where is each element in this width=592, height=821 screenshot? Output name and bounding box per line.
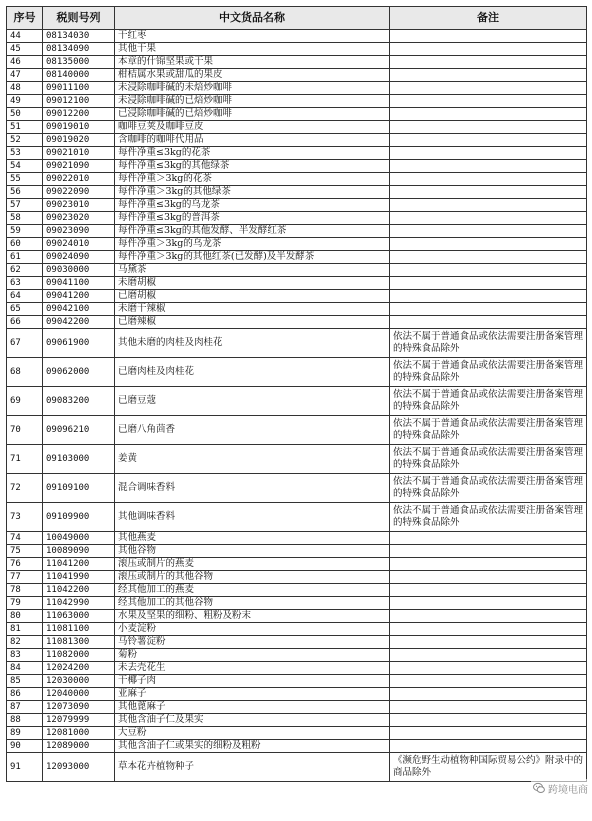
cell-name: 每件净重＞3kg的其他绿茶 xyxy=(115,186,390,199)
cell-name: 马黛茶 xyxy=(115,264,390,277)
table-row xyxy=(7,277,587,290)
cell-name: 每件净重＞3kg的乌龙茶 xyxy=(115,238,390,251)
cell-note: 依法不属于普通食品或依法需要注册备案管理的特殊食品除外 xyxy=(390,474,587,503)
cell-name: 每件净重≤3kg的花茶 xyxy=(115,147,390,160)
cell-no: 91 xyxy=(7,753,43,782)
table-body xyxy=(7,30,587,782)
cell-name: 未浸除咖啡碱的未焙炒咖啡 xyxy=(115,82,390,95)
cell-no: 52 xyxy=(7,134,43,147)
table-row xyxy=(7,649,587,662)
cell-no: 86 xyxy=(7,688,43,701)
cell-note xyxy=(390,532,587,545)
cell-no: 76 xyxy=(7,558,43,571)
cell-note xyxy=(390,212,587,225)
table-row xyxy=(7,134,587,147)
document-page xyxy=(6,6,586,782)
cell-note xyxy=(390,303,587,316)
table-row xyxy=(7,30,587,43)
cell-no: 63 xyxy=(7,277,43,290)
cell-no: 46 xyxy=(7,56,43,69)
cell-no: 80 xyxy=(7,610,43,623)
cell-note xyxy=(390,225,587,238)
header-name: 中文货品名称 xyxy=(115,7,390,30)
cell-name: 其他蓖麻子 xyxy=(115,701,390,714)
cell-code: 09061900 xyxy=(43,329,115,358)
table-row xyxy=(7,173,587,186)
cell-no: 82 xyxy=(7,636,43,649)
cell-code: 09041100 xyxy=(43,277,115,290)
cell-no: 75 xyxy=(7,545,43,558)
cell-code: 11041200 xyxy=(43,558,115,571)
table-row xyxy=(7,43,587,56)
cell-code: 09109900 xyxy=(43,503,115,532)
cell-name: 含咖啡的咖啡代用品 xyxy=(115,134,390,147)
cell-code: 12024200 xyxy=(43,662,115,675)
cell-code: 09042200 xyxy=(43,316,115,329)
cell-name: 已磨豆蔻 xyxy=(115,387,390,416)
table-row xyxy=(7,95,587,108)
table-row xyxy=(7,416,587,445)
cell-note xyxy=(390,701,587,714)
cell-note xyxy=(390,69,587,82)
cell-note xyxy=(390,584,587,597)
cell-no: 66 xyxy=(7,316,43,329)
cell-code: 08140000 xyxy=(43,69,115,82)
table-row xyxy=(7,740,587,753)
cell-name: 已磨胡椒 xyxy=(115,290,390,303)
cell-note xyxy=(390,95,587,108)
cell-no: 74 xyxy=(7,532,43,545)
table-row xyxy=(7,358,587,387)
cell-no: 56 xyxy=(7,186,43,199)
table-row xyxy=(7,147,587,160)
cell-no: 89 xyxy=(7,727,43,740)
cell-note: 依法不属于普通食品或依法需要注册备案管理的特殊食品除外 xyxy=(390,329,587,358)
cell-code: 09023010 xyxy=(43,199,115,212)
header-no: 序号 xyxy=(7,7,43,30)
cell-note xyxy=(390,147,587,160)
cell-code: 12089000 xyxy=(43,740,115,753)
cell-no: 79 xyxy=(7,597,43,610)
cell-code: 12079999 xyxy=(43,714,115,727)
cell-name: 已磨肉桂及肉桂花 xyxy=(115,358,390,387)
table-row xyxy=(7,225,587,238)
cell-name: 每件净重≤3kg的其他发酵、半发酵红茶 xyxy=(115,225,390,238)
cell-code: 12040000 xyxy=(43,688,115,701)
table-row xyxy=(7,121,587,134)
cell-name: 每件净重＞3kg的花茶 xyxy=(115,173,390,186)
cell-note xyxy=(390,134,587,147)
cell-note xyxy=(390,675,587,688)
table-row xyxy=(7,69,587,82)
cell-name: 亚麻子 xyxy=(115,688,390,701)
cell-name: 已磨八角茴香 xyxy=(115,416,390,445)
table-row xyxy=(7,636,587,649)
cell-name: 其他燕麦 xyxy=(115,532,390,545)
cell-code: 09109100 xyxy=(43,474,115,503)
cell-note xyxy=(390,264,587,277)
cell-name: 每件净重≤3kg的普洱茶 xyxy=(115,212,390,225)
cell-no: 58 xyxy=(7,212,43,225)
cell-name: 草本花卉植物种子 xyxy=(115,753,390,782)
table-row xyxy=(7,727,587,740)
table-row xyxy=(7,584,587,597)
table-row xyxy=(7,387,587,416)
cell-code: 11063000 xyxy=(43,610,115,623)
table-row xyxy=(7,532,587,545)
cell-name: 咖啡豆荚及咖啡豆皮 xyxy=(115,121,390,134)
table-row xyxy=(7,251,587,264)
cell-code: 09096210 xyxy=(43,416,115,445)
cell-code: 11042200 xyxy=(43,584,115,597)
cell-note xyxy=(390,662,587,675)
cell-no: 85 xyxy=(7,675,43,688)
table-row xyxy=(7,545,587,558)
cell-name: 经其他加工的燕麦 xyxy=(115,584,390,597)
table-row xyxy=(7,199,587,212)
cell-note: 《濒危野生动植物种国际贸易公约》附录中的商品除外 xyxy=(390,753,587,782)
cell-name: 滚压或制片的其他谷物 xyxy=(115,571,390,584)
cell-code: 09041200 xyxy=(43,290,115,303)
cell-code: 08134090 xyxy=(43,43,115,56)
cell-name: 其他含油子仁及果实 xyxy=(115,714,390,727)
cell-name: 大豆粉 xyxy=(115,727,390,740)
cell-no: 67 xyxy=(7,329,43,358)
cell-no: 64 xyxy=(7,290,43,303)
cell-no: 87 xyxy=(7,701,43,714)
table-row xyxy=(7,303,587,316)
cell-code: 09019020 xyxy=(43,134,115,147)
table-row xyxy=(7,503,587,532)
cell-no: 50 xyxy=(7,108,43,121)
cell-code: 09024090 xyxy=(43,251,115,264)
cell-no: 57 xyxy=(7,199,43,212)
cell-no: 60 xyxy=(7,238,43,251)
cell-note xyxy=(390,173,587,186)
cell-code: 08134030 xyxy=(43,30,115,43)
table-row xyxy=(7,56,587,69)
cell-no: 88 xyxy=(7,714,43,727)
cell-name: 本章的什锦坚果或干果 xyxy=(115,56,390,69)
cell-name: 每件净重＞3kg的其他红茶(已发酵)及半发酵茶 xyxy=(115,251,390,264)
cell-note xyxy=(390,290,587,303)
cell-no: 49 xyxy=(7,95,43,108)
cell-note xyxy=(390,316,587,329)
cell-no: 71 xyxy=(7,445,43,474)
table-row xyxy=(7,675,587,688)
table-row xyxy=(7,186,587,199)
cell-name: 未磨胡椒 xyxy=(115,277,390,290)
cell-note xyxy=(390,238,587,251)
cell-name: 未浸除咖啡碱的已焙炒咖啡 xyxy=(115,95,390,108)
cell-no: 77 xyxy=(7,571,43,584)
table-row xyxy=(7,238,587,251)
cell-name: 马铃薯淀粉 xyxy=(115,636,390,649)
table-row xyxy=(7,474,587,503)
cell-code: 12073090 xyxy=(43,701,115,714)
cell-note xyxy=(390,186,587,199)
cell-name: 其他未磨的肉桂及肉桂花 xyxy=(115,329,390,358)
wechat-icon xyxy=(533,782,545,794)
watermark-text: 跨境电商 xyxy=(548,784,588,796)
cell-code: 11081300 xyxy=(43,636,115,649)
cell-code: 09012100 xyxy=(43,95,115,108)
table-row xyxy=(7,160,587,173)
cell-no: 51 xyxy=(7,121,43,134)
cell-note xyxy=(390,82,587,95)
cell-name: 其他调味香料 xyxy=(115,503,390,532)
cell-name: 每件净重≤3kg的乌龙茶 xyxy=(115,199,390,212)
header-note: 备注 xyxy=(390,7,587,30)
cell-code: 12081000 xyxy=(43,727,115,740)
cell-no: 59 xyxy=(7,225,43,238)
cell-note: 依法不属于普通食品或依法需要注册备案管理的特殊食品除外 xyxy=(390,445,587,474)
cell-code: 09023020 xyxy=(43,212,115,225)
table-row xyxy=(7,329,587,358)
cell-name: 小麦淀粉 xyxy=(115,623,390,636)
cell-name: 滚压或制片的燕麦 xyxy=(115,558,390,571)
cell-no: 54 xyxy=(7,160,43,173)
table-row xyxy=(7,212,587,225)
cell-no: 69 xyxy=(7,387,43,416)
cell-name: 菊粉 xyxy=(115,649,390,662)
cell-note xyxy=(390,545,587,558)
cell-code: 09030000 xyxy=(43,264,115,277)
cell-code: 12030000 xyxy=(43,675,115,688)
table-row xyxy=(7,714,587,727)
table-row xyxy=(7,623,587,636)
cell-note: 依法不属于普通食品或依法需要注册备案管理的特殊食品除外 xyxy=(390,503,587,532)
cell-code: 09022090 xyxy=(43,186,115,199)
table-row xyxy=(7,597,587,610)
cell-code: 09062000 xyxy=(43,358,115,387)
cell-note xyxy=(390,43,587,56)
cell-note xyxy=(390,160,587,173)
cell-note: 依法不属于普通食品或依法需要注册备案管理的特殊食品除外 xyxy=(390,358,587,387)
cell-name: 经其他加工的其他谷物 xyxy=(115,597,390,610)
cell-note xyxy=(390,714,587,727)
table-row xyxy=(7,445,587,474)
cell-name: 其他谷物 xyxy=(115,545,390,558)
cell-code: 10049000 xyxy=(43,532,115,545)
cell-name: 每件净重≤3kg的其他绿茶 xyxy=(115,160,390,173)
table-row xyxy=(7,753,587,782)
cell-no: 83 xyxy=(7,649,43,662)
cell-code: 09021010 xyxy=(43,147,115,160)
header-code: 税则号列 xyxy=(43,7,115,30)
cell-no: 45 xyxy=(7,43,43,56)
cell-code: 09023090 xyxy=(43,225,115,238)
cell-code: 09042100 xyxy=(43,303,115,316)
cell-code: 09022010 xyxy=(43,173,115,186)
cell-code: 09103000 xyxy=(43,445,115,474)
cell-note xyxy=(390,610,587,623)
cell-name: 干椰子肉 xyxy=(115,675,390,688)
cell-name: 未去壳花生 xyxy=(115,662,390,675)
cell-name: 未磨干辣椒 xyxy=(115,303,390,316)
cell-no: 78 xyxy=(7,584,43,597)
cell-note xyxy=(390,121,587,134)
cell-no: 44 xyxy=(7,30,43,43)
cell-note xyxy=(390,251,587,264)
cell-no: 72 xyxy=(7,474,43,503)
cell-code: 11081100 xyxy=(43,623,115,636)
cell-note xyxy=(390,571,587,584)
cell-name: 已磨辣椒 xyxy=(115,316,390,329)
cell-no: 81 xyxy=(7,623,43,636)
cell-note: 依法不属于普通食品或依法需要注册备案管理的特殊食品除外 xyxy=(390,416,587,445)
cell-code: 11082000 xyxy=(43,649,115,662)
cell-name: 柑桔属水果或甜瓜的果皮 xyxy=(115,69,390,82)
cell-name: 其他干果 xyxy=(115,43,390,56)
table-row xyxy=(7,82,587,95)
cell-no: 61 xyxy=(7,251,43,264)
table-row xyxy=(7,688,587,701)
cell-note xyxy=(390,56,587,69)
cell-code: 12093000 xyxy=(43,753,115,782)
cell-note xyxy=(390,688,587,701)
cell-name: 其他含油子仁或果实的细粉及粗粉 xyxy=(115,740,390,753)
cell-name: 干红枣 xyxy=(115,30,390,43)
table-row xyxy=(7,571,587,584)
cell-name: 混合调味香料 xyxy=(115,474,390,503)
cell-code: 09083200 xyxy=(43,387,115,416)
cell-no: 73 xyxy=(7,503,43,532)
cell-no: 90 xyxy=(7,740,43,753)
cell-no: 53 xyxy=(7,147,43,160)
cell-code: 09011100 xyxy=(43,82,115,95)
cell-note xyxy=(390,727,587,740)
cell-name: 姜黄 xyxy=(115,445,390,474)
cell-no: 65 xyxy=(7,303,43,316)
table-header-row xyxy=(7,7,587,30)
cell-code: 08135000 xyxy=(43,56,115,69)
table-row xyxy=(7,108,587,121)
cell-no: 70 xyxy=(7,416,43,445)
table-row xyxy=(7,662,587,675)
cell-code: 09024010 xyxy=(43,238,115,251)
cell-no: 47 xyxy=(7,69,43,82)
cell-note xyxy=(390,558,587,571)
cell-note xyxy=(390,277,587,290)
cell-note xyxy=(390,199,587,212)
table-row xyxy=(7,558,587,571)
table-row xyxy=(7,290,587,303)
cell-code: 09012200 xyxy=(43,108,115,121)
table-row xyxy=(7,701,587,714)
cell-note xyxy=(390,623,587,636)
cell-code: 11042990 xyxy=(43,597,115,610)
cell-note xyxy=(390,108,587,121)
table-row xyxy=(7,264,587,277)
cell-no: 68 xyxy=(7,358,43,387)
cell-note xyxy=(390,30,587,43)
cell-no: 84 xyxy=(7,662,43,675)
cell-note xyxy=(390,636,587,649)
cell-code: 09021090 xyxy=(43,160,115,173)
cell-code: 11041990 xyxy=(43,571,115,584)
cell-no: 62 xyxy=(7,264,43,277)
cell-code: 10089090 xyxy=(43,545,115,558)
cell-no: 48 xyxy=(7,82,43,95)
watermark xyxy=(531,779,590,797)
goods-table xyxy=(6,6,587,782)
cell-name: 水果及坚果的细粉、粗粉及粉末 xyxy=(115,610,390,623)
table-row xyxy=(7,316,587,329)
cell-note xyxy=(390,740,587,753)
cell-note: 依法不属于普通食品或依法需要注册备案管理的特殊食品除外 xyxy=(390,387,587,416)
cell-note xyxy=(390,597,587,610)
cell-code: 09019010 xyxy=(43,121,115,134)
cell-note xyxy=(390,649,587,662)
cell-name: 已浸除咖啡碱的已焙炒咖啡 xyxy=(115,108,390,121)
table-row xyxy=(7,610,587,623)
cell-no: 55 xyxy=(7,173,43,186)
